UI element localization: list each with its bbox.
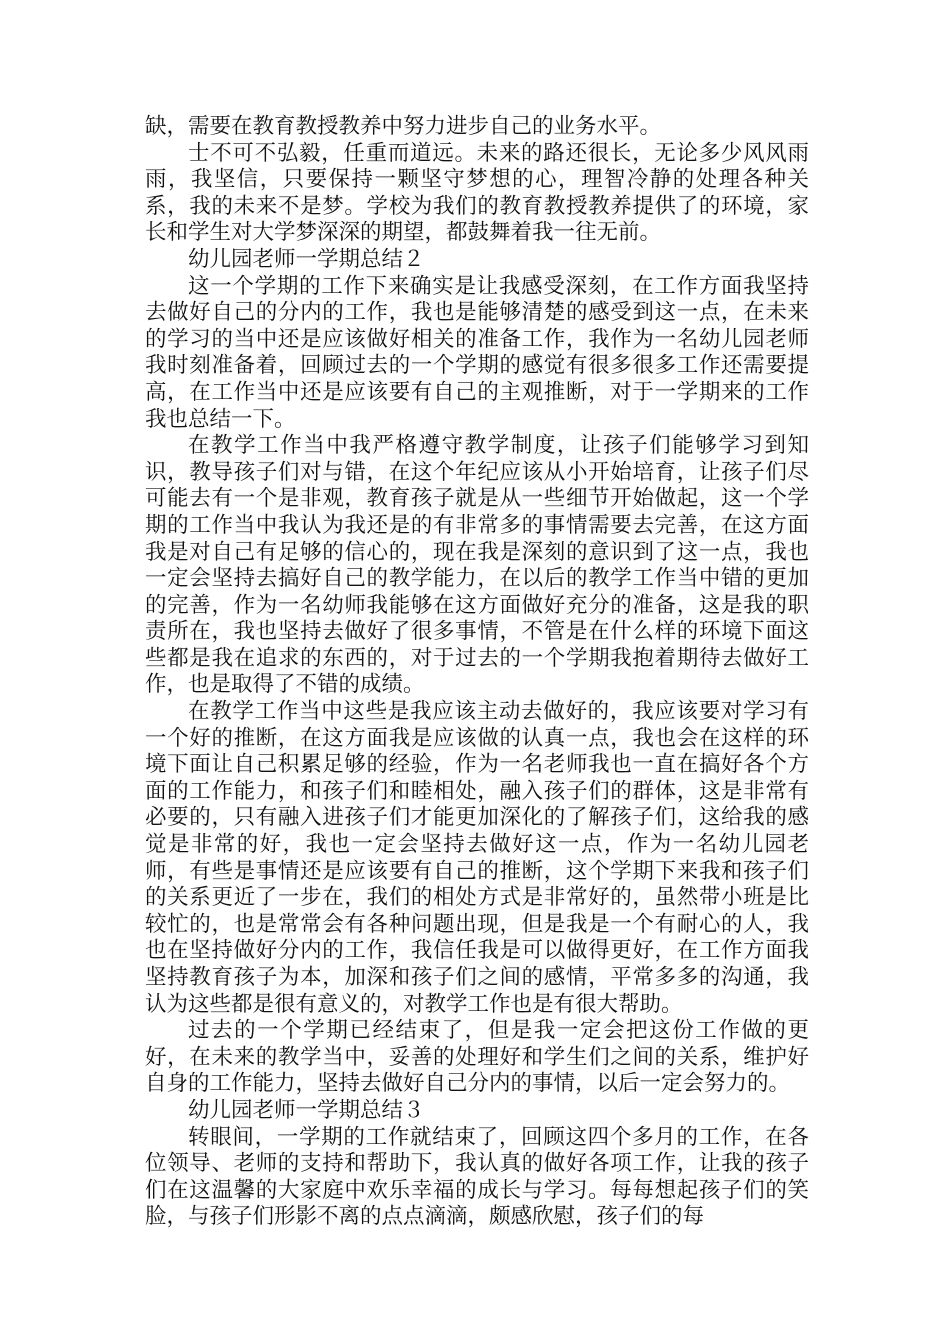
paragraph-3: 这一个学期的工作下来确实是让我感受深刻，在工作方面我坚持去做好自己的分内的工作，我也是能够清楚的感受到这一点，在未来的学习的当中还是应该做好相关的准备工作，我作为一名幼儿园老师我时刻准备着，回顾过去的一个学期的感觉有很多很多工作还需要提高，在工作当中还是应该要有自己的主观推断，对于一学期来的工作我也总结一下。	[145, 273, 809, 432]
paragraph-4: 在教学工作当中我严格遵守教学制度，让孩子们能够学习到知识，教导孩子们对与错，在这个年纪应该从小开始培育，让孩子们尽可能去有一个是非观，教育孩子就是从一些细节开始做起，这一个学期的工作当中我认为我还是的有非常多的事情需要去完善，在这方面我是对自己有足够的信心的，现在我是深刻的意识到了这一点，我也一定会坚持去搞好自己的教学能力，在以后的教学工作当中错的更加的完善，作为一名幼师我能够在这方面做好充分的准备，这是我的职责所在，我也坚持去做好了很多事情，不管是在什么样的环境下面这些都是我在追求的东西的，对于过去的一个学期我抱着期待去做好工作，也是取得了不错的成绩。	[145, 433, 809, 698]
paragraph-5: 在教学工作当中这些是我应该主动去做好的，我应该要对学习有一个好的推断，在这方面我是应该做的认真一点，我也会在这样的环境下面让自己积累足够的经验，作为一名老师我也一直在搞好各个方面的工作能力，和孩子们和睦相处，融入孩子们的群体，这是非常有必要的，只有融入进孩子们才能更加深化的了解孩子们，这给我的感觉是非常的好，我也一定会坚持去做好这一点，作为一名幼儿园老师，有些是事情还是应该要有自己的推断，这个学期下来我和孩子们的关系更近了一步在，我们的相处方式是非常好的，虽然带小班是比较忙的，也是常常会有各种问题出现，但是我是一个有耐心的人，我也在坚持做好分内的工作，我信任我是可以做得更好，在工作方面我坚持教育孩子为本，加深和孩子们之间的感情，平常多多的沟通，我认为这些都是很有意义的，对教学工作也是有很大帮助。	[145, 699, 809, 1017]
paragraph-7: 转眼间，一学期的工作就结束了，回顾这四个多月的工作，在各位领导、老师的支持和帮助下，我认真的做好各项工作，让我的孩子们在这温馨的大家庭中欢乐幸福的成长与学习。每每想起孩子们的笑脸，与孩子们形影不离的点点滴滴，颇感欣慰，孩子们的每	[145, 1124, 809, 1230]
paragraph-6: 过去的一个学期已经结束了，但是我一定会把这份工作做的更好，在未来的教学当中，妥善的处理好和学生们之间的关系，维护好自身的工作能力，坚持去做好自己分内的事情，以后一定会努力的。	[145, 1018, 809, 1097]
section-heading-2: 幼儿园老师一学期总结２	[188, 246, 425, 272]
document-page	[145, 114, 809, 1231]
section-heading-3: 幼儿园老师一学期总结３	[188, 1097, 425, 1123]
paragraph-1: 缺，需要在教育教授教养中努力进步自己的业务水平。	[145, 114, 662, 139]
paragraph-2: 士不可不弘毅，任重而道远。未来的路还很长，无论多少风风雨雨，我坚信，只要保持一颗坚守梦想的心，理智冷静的处理各种关系，我的未来不是梦。学校为我们的教育教授教养提供了的环境，家长和学生对大学梦深深的期望，都鼓舞着我一往无前。	[145, 140, 809, 246]
